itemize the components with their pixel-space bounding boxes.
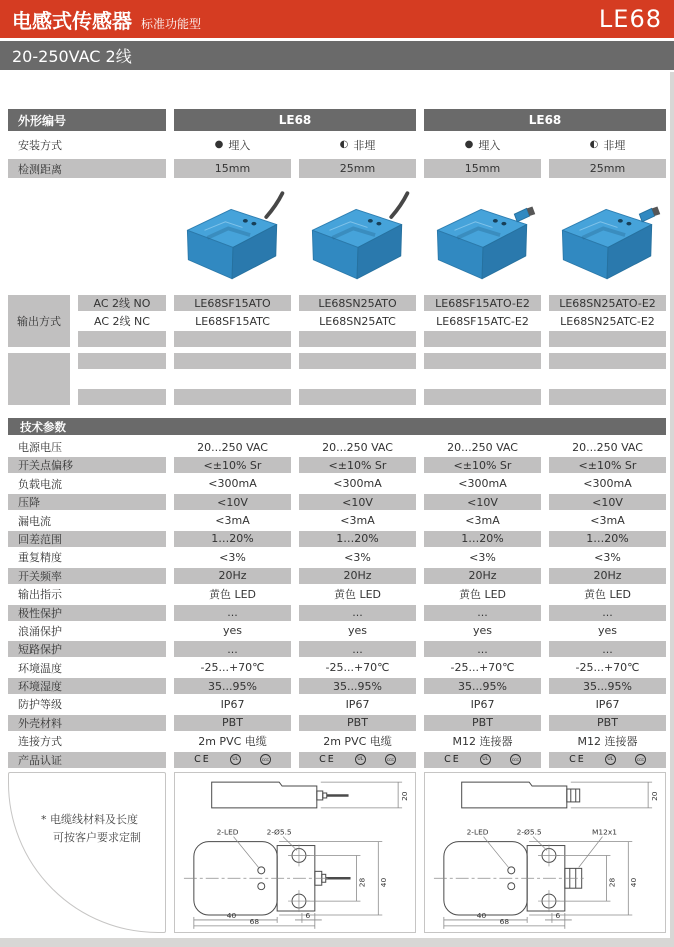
led-callout-label: 2-LED	[216, 827, 239, 837]
spec-value: <10V	[549, 494, 666, 510]
spec-value: <3mA	[465, 514, 500, 528]
spec-row	[8, 641, 666, 657]
spec-row	[8, 586, 666, 602]
spec-value: 黄色 LED	[458, 588, 507, 602]
model-code	[424, 389, 541, 405]
ce-mark-icon: CE	[194, 754, 211, 766]
output-section-label: 输出方式	[8, 295, 70, 347]
spec-value: -25...+70℃	[200, 661, 265, 675]
spec-value: 35...95%	[174, 678, 291, 694]
spec-value: <±10% Sr	[299, 457, 416, 473]
spec-value: PBT	[174, 715, 291, 731]
sensor-photo-connector	[549, 180, 666, 292]
dim-body-width: 40	[226, 911, 237, 921]
mounting-text: 非埋	[353, 139, 376, 152]
spec-table	[0, 109, 674, 933]
spec-row	[8, 476, 666, 492]
page-edge-right	[670, 72, 674, 947]
sensing-distance-row	[8, 159, 666, 178]
sensor-photo-cable	[299, 180, 416, 292]
spec-label: 环境湿度	[8, 678, 166, 694]
spec-value: <±10% Sr	[549, 457, 666, 473]
voltage-bar	[0, 41, 674, 70]
spec-value: 20...250 VAC	[447, 440, 518, 454]
specs-section-header: 技术参数	[8, 418, 666, 435]
mounting-value	[424, 134, 541, 156]
footnote-panel	[8, 772, 166, 933]
spec-value: ...	[174, 641, 291, 657]
ce-mark-icon: CE	[319, 754, 336, 766]
spec-value: <3%	[594, 550, 621, 564]
spec-label: 重复精度	[18, 551, 62, 565]
mounting-value	[299, 134, 416, 156]
spec-label: 防护等级	[18, 698, 62, 712]
spec-value: ...	[549, 641, 666, 657]
ul-mark-icon: UL	[230, 754, 241, 765]
spec-value: M12 连接器	[452, 735, 513, 749]
model-code	[299, 389, 416, 405]
led-callout-label: 2-LED	[466, 827, 489, 837]
spec-value: 黄色 LED	[208, 588, 257, 602]
spec-label: 电源电压	[18, 441, 62, 454]
spec-label: 浪涌保护	[18, 624, 62, 638]
spec-value: <300mA	[458, 477, 507, 491]
spec-value: <300mA	[208, 477, 257, 491]
product-images-row	[8, 180, 666, 292]
spec-label: 负载电流	[18, 477, 62, 491]
mounting-value	[174, 134, 291, 156]
hole-callout-label: 2-Ø5.5	[516, 827, 542, 837]
spec-value: 20Hz	[424, 568, 541, 584]
footnote-line-1: * 电缆线材料及长度	[41, 812, 138, 826]
model-code: LE68SN25ATC-E2	[560, 314, 655, 328]
spec-row	[8, 752, 666, 768]
dim-hole-spacing: 28	[607, 877, 617, 888]
hole-callout-label: 2-Ø5.5	[266, 827, 292, 837]
spec-value: PBT	[549, 715, 666, 731]
output-type-label: AC 2线 NC	[94, 315, 150, 328]
model-code	[549, 371, 666, 387]
ccc-mark-icon: CCC	[635, 754, 646, 765]
ccc-mark-icon: CCC	[510, 754, 521, 765]
spec-value: 20...250 VAC	[197, 440, 268, 454]
spec-value: 35...95%	[424, 678, 541, 694]
spec-value: PBT	[299, 715, 416, 731]
spec-label: 外壳材料	[8, 715, 166, 731]
spec-value: yes	[472, 624, 492, 638]
mounting-row	[8, 134, 666, 156]
spec-label: 极性保护	[8, 605, 166, 621]
spec-label: 开关点偏移	[8, 457, 166, 473]
spec-value: ...	[424, 605, 541, 621]
spec-value: -25...+70℃	[325, 661, 390, 675]
model-code: LE68SF15ATC-E2	[436, 314, 529, 328]
title-group	[12, 5, 201, 34]
model-code	[424, 353, 541, 369]
mounting-text: 埋入	[478, 139, 501, 152]
spec-value: IP67	[470, 697, 495, 711]
flush-mount-icon: ●	[214, 139, 224, 150]
spec-row	[8, 457, 666, 473]
spec-row	[8, 733, 666, 749]
spec-value: <3mA	[340, 514, 375, 528]
dim-total-width: 68	[499, 917, 510, 927]
cert-cell	[424, 752, 541, 768]
page-edge-bottom	[0, 938, 674, 947]
cert-cell	[549, 752, 666, 768]
output-section-label	[8, 353, 70, 405]
spec-value: ...	[549, 605, 666, 621]
spec-value: 35...95%	[549, 678, 666, 694]
model-code	[174, 353, 291, 369]
spec-value: 1…20%	[174, 531, 291, 547]
spec-label: 输出指示	[18, 588, 62, 602]
model-code	[174, 389, 291, 405]
spec-value: 35...95%	[299, 678, 416, 694]
dim-plate-offset: 6	[555, 911, 561, 921]
dim-body-height: 40	[629, 877, 639, 888]
sensing-distance-value: 15mm	[424, 159, 541, 178]
spec-value: 20Hz	[549, 568, 666, 584]
m12-callout-label: M12x1	[592, 827, 617, 837]
model-code	[424, 331, 541, 347]
model-code	[299, 353, 416, 369]
shape-code-row	[8, 109, 666, 131]
cert-cell	[299, 752, 416, 768]
series-header-1: LE68	[174, 109, 416, 131]
model-code: LE68SF15ATO	[174, 295, 291, 311]
ccc-mark-icon: CCC	[260, 754, 271, 765]
spec-value: 20Hz	[299, 568, 416, 584]
model-code	[549, 331, 666, 347]
spec-value: <10V	[299, 494, 416, 510]
ccc-mark-icon: CCC	[385, 754, 396, 765]
dim-side-height: 20	[650, 791, 660, 802]
non-flush-mount-icon: ◐	[589, 139, 599, 150]
model-code	[174, 371, 291, 387]
spec-value: ...	[299, 641, 416, 657]
output-type-label	[78, 331, 166, 347]
spec-label: 短路保护	[8, 641, 166, 657]
mounting-text: 非埋	[603, 139, 626, 152]
output-type-label	[78, 389, 166, 405]
mounting-label: 安装方式	[18, 139, 62, 152]
mounting-value	[549, 134, 666, 156]
spec-value: <300mA	[333, 477, 382, 491]
spec-row	[8, 439, 666, 455]
shape-code-label: 外形编号	[8, 109, 166, 131]
spec-value: 20Hz	[174, 568, 291, 584]
spec-label: 漏电流	[18, 514, 51, 528]
spec-value: 黄色 LED	[583, 588, 632, 602]
spec-value: M12 连接器	[577, 735, 638, 749]
spec-value: -25...+70℃	[575, 661, 640, 675]
sensing-distance-value: 15mm	[174, 159, 291, 178]
sensing-distance-label: 检测距离	[8, 159, 166, 178]
model-code: LE68SN25ATC	[319, 314, 396, 328]
spec-value: 1…20%	[549, 531, 666, 547]
spec-value: yes	[347, 624, 367, 638]
spec-row	[8, 549, 666, 565]
page-title: 电感式传感器	[12, 8, 132, 33]
spec-value: ...	[424, 641, 541, 657]
spec-row	[8, 623, 666, 639]
spec-value: <300mA	[583, 477, 632, 491]
cert-cell	[174, 752, 291, 768]
model-code	[549, 353, 666, 369]
spec-value: IP67	[220, 697, 245, 711]
spec-value: 20...250 VAC	[322, 440, 393, 454]
dimension-drawing-cable	[174, 772, 416, 933]
spec-label: 压降	[8, 494, 166, 510]
sensing-distance-value: 25mm	[299, 159, 416, 178]
spec-value: 2m PVC 电缆	[323, 735, 392, 749]
spec-value: <3%	[469, 550, 496, 564]
spec-value: <10V	[174, 494, 291, 510]
sensor-photo-connector	[424, 180, 541, 292]
model-code	[424, 371, 541, 387]
specs-rows	[8, 439, 666, 768]
model-code: LE68SN25ATO	[299, 295, 416, 311]
spec-row	[8, 715, 666, 731]
model-code: LE68SF15ATC	[195, 314, 270, 328]
model-code	[299, 331, 416, 347]
spec-value: PBT	[424, 715, 541, 731]
dim-hole-spacing: 28	[357, 877, 367, 888]
spec-value: <3%	[344, 550, 371, 564]
ce-mark-icon: CE	[444, 754, 461, 766]
spec-row	[8, 568, 666, 584]
spec-value: 20...250 VAC	[572, 440, 643, 454]
dim-side-height: 20	[400, 791, 410, 802]
spec-row	[8, 531, 666, 547]
model-code	[549, 389, 666, 405]
output-section	[8, 295, 666, 405]
images-row-spacer	[8, 180, 166, 292]
output-block	[8, 295, 666, 347]
model-code	[174, 331, 291, 347]
spec-value: yes	[222, 624, 242, 638]
spec-value: ...	[299, 605, 416, 621]
spec-row	[8, 494, 666, 510]
output-block	[8, 353, 666, 405]
spec-value: <±10% Sr	[174, 457, 291, 473]
model-number: LE68	[598, 5, 662, 33]
bottom-panels	[8, 772, 666, 933]
output-type-label	[78, 353, 166, 369]
spec-value: <3mA	[215, 514, 250, 528]
spec-value: IP67	[345, 697, 370, 711]
spec-value: -25...+70℃	[450, 661, 515, 675]
page-subtitle: 标准功能型	[141, 16, 202, 31]
model-code	[299, 371, 416, 387]
spec-value: IP67	[595, 697, 620, 711]
dim-body-width: 40	[476, 911, 487, 921]
spec-value: 2m PVC 电缆	[198, 735, 267, 749]
sensor-photo-cable	[174, 180, 291, 292]
spec-row	[8, 605, 666, 621]
spec-label: 连接方式	[18, 735, 62, 749]
spec-value: <3mA	[590, 514, 625, 528]
dim-total-width: 68	[249, 917, 260, 927]
ce-mark-icon: CE	[569, 754, 586, 766]
dim-body-height: 40	[379, 877, 389, 888]
output-type-label: AC 2线 NO	[78, 295, 166, 311]
spec-value: 1…20%	[299, 531, 416, 547]
output-type-label	[78, 371, 166, 387]
model-code: LE68SN25ATO-E2	[549, 295, 666, 311]
series-header-2: LE68	[424, 109, 666, 131]
ul-mark-icon: UL	[480, 754, 491, 765]
spec-label: 环境温度	[18, 661, 62, 675]
ul-mark-icon: UL	[605, 754, 616, 765]
spec-label: 开关频率	[8, 568, 166, 584]
dim-plate-offset: 6	[305, 911, 311, 921]
header-bar	[0, 0, 674, 38]
spec-row	[8, 696, 666, 712]
spec-value: 黄色 LED	[333, 588, 382, 602]
spec-row	[8, 678, 666, 694]
spec-row	[8, 513, 666, 529]
spec-label: 回差范围	[8, 531, 166, 547]
spec-value: 1…20%	[424, 531, 541, 547]
sensing-distance-value: 25mm	[549, 159, 666, 178]
spec-row	[8, 660, 666, 676]
spec-value: <3%	[219, 550, 246, 564]
footnote-line-2: 可按客户要求定制	[53, 831, 141, 845]
spec-value: <±10% Sr	[424, 457, 541, 473]
model-code: LE68SF15ATO-E2	[424, 295, 541, 311]
ul-mark-icon: UL	[355, 754, 366, 765]
flush-mount-icon: ●	[464, 139, 474, 150]
voltage-text: 20-250VAC 2线	[12, 47, 132, 66]
spec-value: ...	[174, 605, 291, 621]
dimension-drawing-m12	[424, 772, 666, 933]
spec-value: yes	[597, 624, 617, 638]
mounting-text: 埋入	[228, 139, 251, 152]
non-flush-mount-icon: ◐	[339, 139, 349, 150]
spec-value: <10V	[424, 494, 541, 510]
spec-label: 产品认证	[8, 752, 166, 768]
